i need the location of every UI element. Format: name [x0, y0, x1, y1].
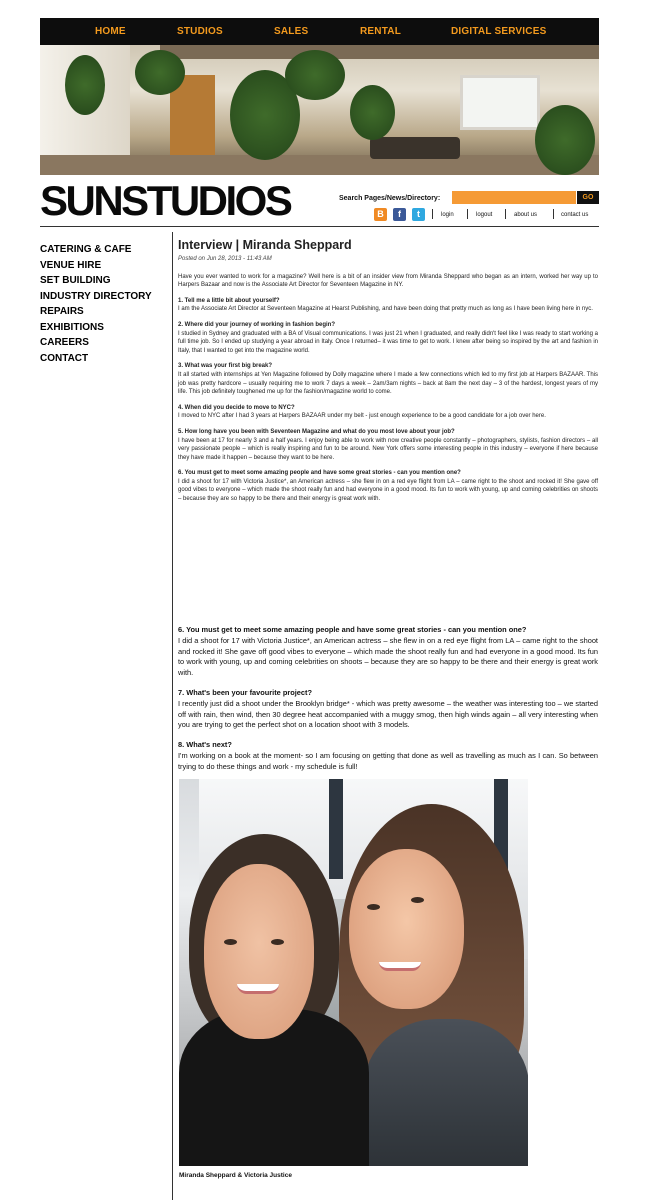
answer: I studied in Sydney and graduated with a BA of Visual communications. I was just 21 when I graduated, and really didn't feel like I was ready to start working a full time job. So I ended up studying a year abroad in Italy. Once I returned– it was time to get to work. I knew after being so inspired by the art and fashion in Italy, that I wanted to get into the magazine world.	[178, 330, 598, 354]
facebook-icon[interactable]: f	[393, 208, 406, 221]
sidebar-item-careers[interactable]: CAREERS	[40, 337, 89, 348]
nav-rental[interactable]: RENTAL	[360, 26, 402, 37]
nav-studios[interactable]: STUDIOS	[177, 26, 223, 37]
question: 8. What's next?	[178, 740, 232, 750]
question: 1. Tell me a little bit about yourself?	[178, 297, 280, 304]
photo-caption: Miranda Sheppard & Victoria Justice	[179, 1172, 292, 1179]
article-content	[178, 238, 598, 504]
blogger-icon[interactable]: B	[374, 208, 387, 221]
article-intro: Have you ever wanted to work for a magazine? Well here is a bit of an insider view from Miranda Sheppard who began as an intern, worked her way up to Harpers Bazaar and now is the Associate Art Director for Seventeen Magazine in NY.	[178, 273, 598, 289]
qa-item	[178, 321, 598, 355]
answer: I am the Associate Art Director at Seventeen Magazine at Hearst Publishing, and have been doing that pretty much as long as I have been living here in nyc.	[178, 306, 593, 313]
article-photo	[179, 779, 528, 1166]
answer: I did a shoot for 17 with Victoria Justice*, an American actress – she flew in on a red eye flight from LA – came right to the shoot and rocked it! She gave off good vibes to everyone – which made the shoot really fun and had everyone in a good mood. Its fun to work with young, up and coming celebrities on shoots – because they are so happy to be there and their energy is great work with.	[178, 635, 598, 678]
answer: I have been at 17 for nearly 3 and a half years. I enjoy being able to work with now creative people constantly – photographers, stylists, fashion directors – all very passionate people – which is really inspiring and fun to be around. New York offers some interesting people in this industry – everyone if here because they have made it happen – because they want to be here.	[178, 437, 598, 461]
article-title: Interview | Miranda Sheppard	[178, 238, 352, 252]
question: 2. Where did your journey of working in fashion begin?	[178, 321, 336, 328]
qa-item	[178, 362, 598, 396]
qa-item	[178, 740, 598, 772]
sidebar-item-catering[interactable]: CATERING & CAFE	[40, 244, 132, 255]
search-label: Search Pages/News/Directory:	[339, 195, 441, 202]
posted-date: Posted on Jun 28, 2013 - 11:43 AM	[178, 256, 272, 262]
sidebar-item-exhibitions[interactable]: EXHIBITIONS	[40, 321, 104, 333]
answer: It all started with internships at Yen Magazine followed by Dolly magazine where I made a few connections which led to my first job at Harpers BAZAAR. This job was pretty hardcore – usually requiring me to work 7 days a week – 2am/3am nights – back at 8am the next day – 3 of the hardest, longest years of my life. This job definitely toughened me up for the fashion/magazine world to come.	[178, 371, 598, 396]
qa-item	[178, 625, 598, 679]
top-nav	[40, 18, 599, 45]
sidebar-item-industry-directory[interactable]: INDUSTRY DIRECTORY	[40, 290, 152, 302]
sidebar-item-set-building[interactable]: SET BUILDING	[40, 275, 111, 286]
question: 5. How long have you been with Seventeen Magazine and what do you most love about your job?	[178, 428, 455, 435]
sidebar-divider	[172, 232, 173, 1200]
question: 3. What was your first big break?	[178, 363, 273, 370]
answer: I recently just did a shoot under the Brooklyn bridge* - which was pretty awesome – the weather was interesting too – we started off with rain, then wind, then 30 degree heat accompanied with a muggy smog, then high winds again – all very interesting when you are trying to get the perfect shot on a location shoot with 3 models.	[178, 698, 598, 730]
twitter-icon[interactable]: t	[412, 208, 425, 221]
nav-home[interactable]: HOME	[95, 26, 126, 37]
answer: I moved to NYC after I had 3 years at Harpers BAZAAR under my belt - just enough experience to be a good candidate for a job over here.	[178, 413, 546, 420]
qa-item	[178, 297, 598, 314]
qa-item	[178, 469, 598, 503]
header-divider	[40, 226, 599, 227]
hero-studio-image	[40, 45, 599, 175]
nav-sales[interactable]: SALES	[274, 26, 309, 37]
sidebar-nav	[40, 242, 152, 366]
logout-link[interactable]: logout	[476, 212, 493, 218]
answer: I did a shoot for 17 with Victoria Justice*, an American actress – she flew in on a red eye flight from LA – came right to the shoot and rocked it! She gave off good vibes to everyone – which made the shoot really fun and had everyone in a good mood. Its fun to work with young, up and coming celebrities on shoots – because they are so happy to be there and their energy is great work with.	[178, 478, 598, 503]
contact-us-link[interactable]: contact us	[561, 212, 589, 218]
sidebar-item-venue-hire[interactable]: VENUE HIRE	[40, 259, 102, 271]
sidebar-item-contact[interactable]: CONTACT	[40, 352, 89, 364]
qa-item	[178, 428, 598, 462]
search-go-button[interactable]: GO	[577, 191, 599, 204]
question: 6. You must get to meet some amazing people and have some great stories - can you mention one?	[178, 625, 527, 634]
answer: I'm working on a book at the moment- so I am focusing on getting that done as well as travelling as much as I can. So between trying to do these things and work - my schedule is full!	[178, 750, 598, 771]
login-link[interactable]: login	[441, 212, 454, 218]
question: 6. You must get to meet some amazing people and have some great stories - can you mention one?	[178, 470, 461, 477]
site-logo[interactable]: SUNSTUDIOS	[40, 177, 291, 224]
qa-item	[178, 688, 598, 731]
about-us-link[interactable]: about us	[514, 212, 538, 218]
question: 7. What's been your favourite project?	[178, 687, 312, 697]
question: 4. When did you decide to move to NYC?	[178, 404, 295, 411]
nav-digital-services[interactable]: DIGITAL SERVICES	[451, 26, 547, 37]
sidebar-item-repairs[interactable]: REPAIRS	[40, 306, 84, 317]
qa-item	[178, 404, 598, 421]
search-input[interactable]	[452, 191, 576, 204]
article-content-zoomed	[178, 625, 598, 773]
